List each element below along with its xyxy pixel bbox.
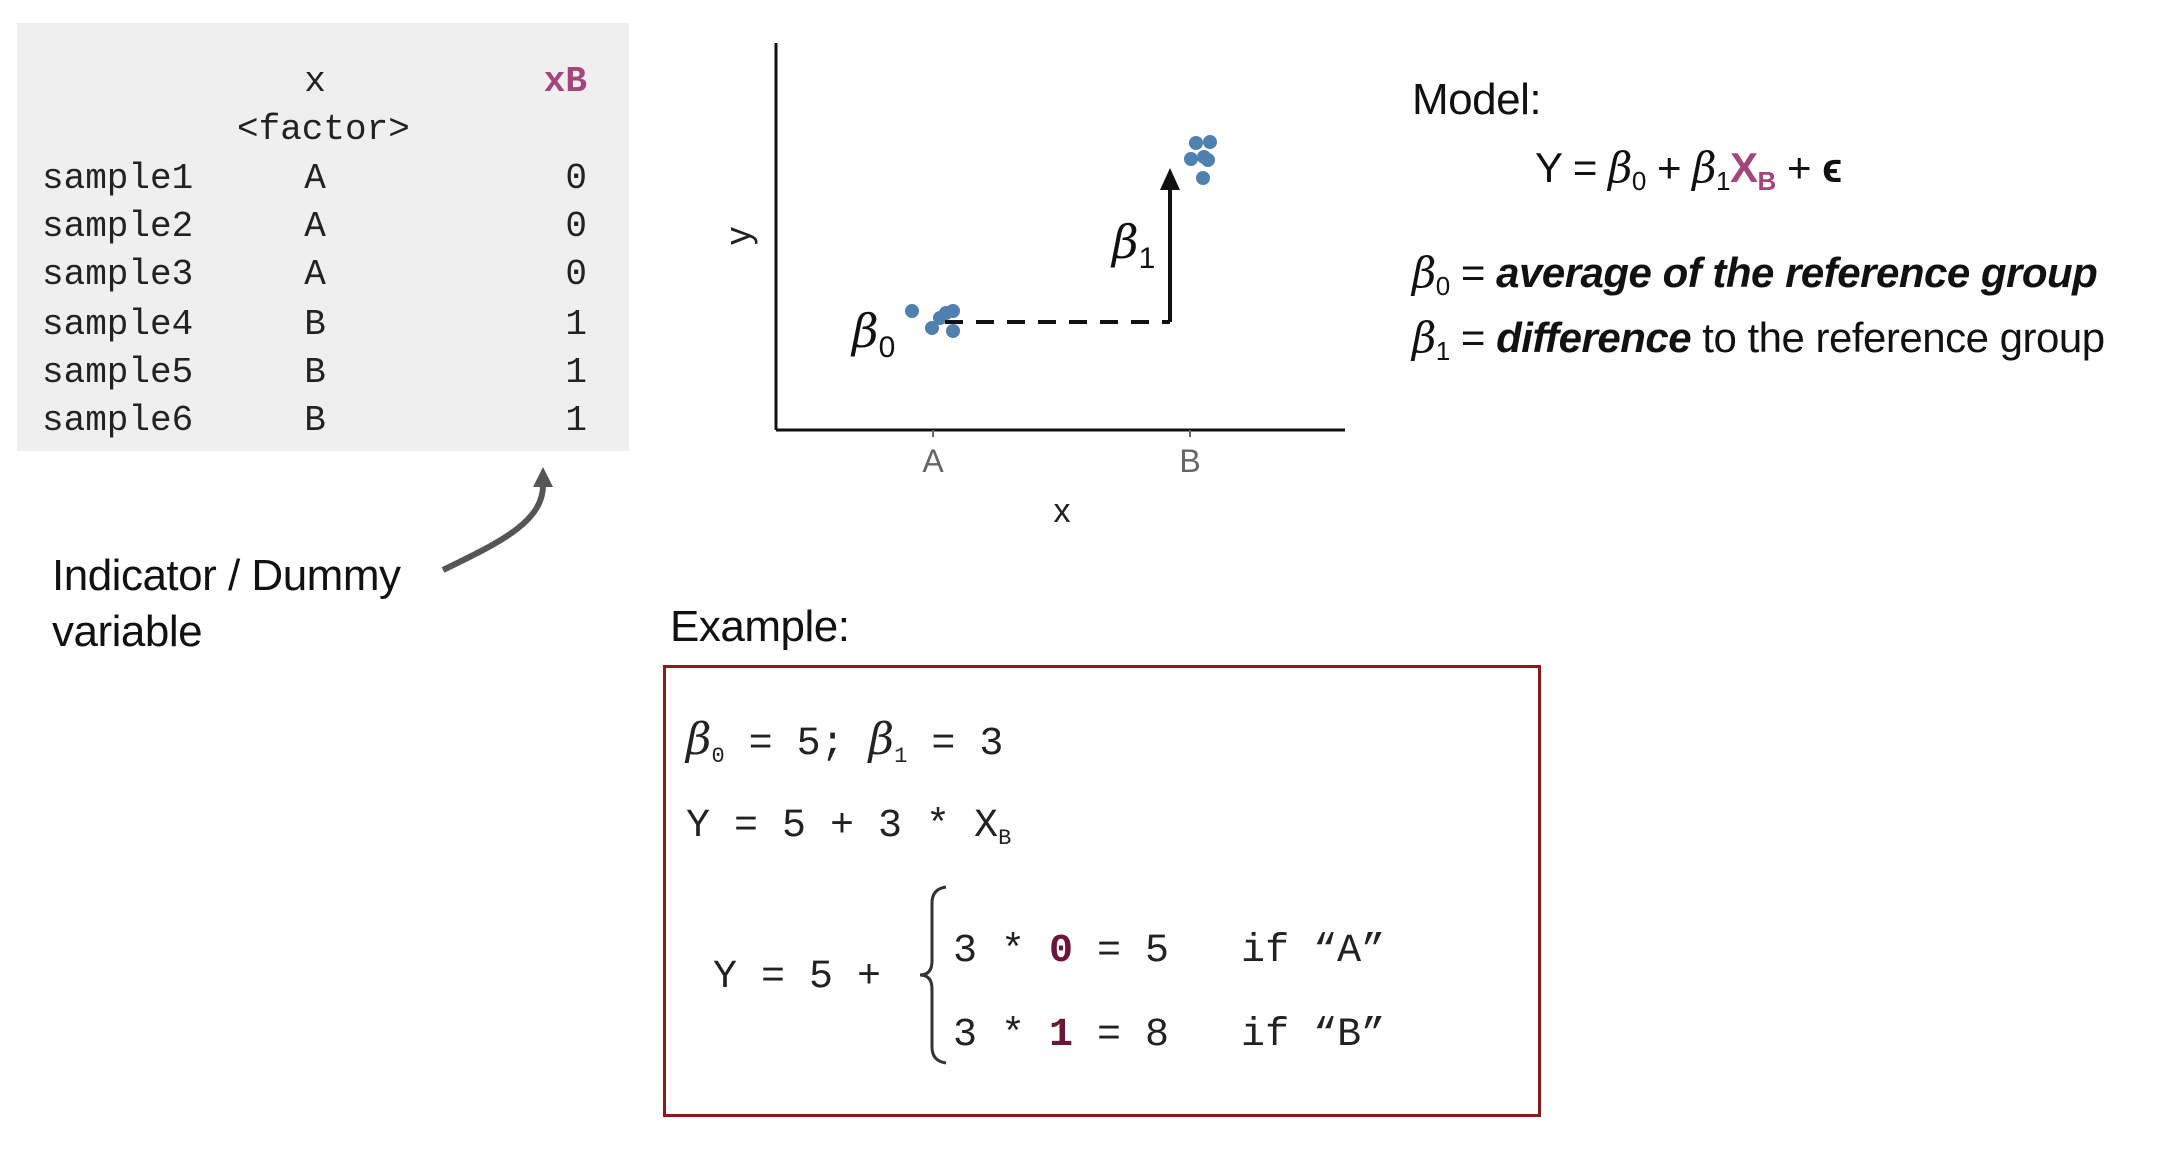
column-type-factor: <factor> — [237, 109, 410, 150]
case-b-value: 1 — [1049, 1013, 1074, 1058]
x-tick-label-b: B — [1179, 443, 1201, 479]
data-point — [905, 304, 919, 318]
def-beta0: β — [1412, 248, 1436, 297]
def-beta1-bold: difference — [1496, 314, 1692, 361]
case-b-pre: 3 * — [953, 1013, 1050, 1058]
column-header-x: x — [304, 61, 326, 102]
beta1-label: $\beta_1$ — [1112, 215, 1156, 275]
def-equals: = — [1460, 314, 1485, 361]
def-beta1-sub: 1 — [1435, 336, 1450, 366]
case-a-value: 0 — [1049, 929, 1074, 974]
row-name: sample6 — [42, 400, 194, 441]
eq-beta1: β — [1692, 143, 1717, 192]
row-xb-value: 1 — [565, 304, 587, 345]
dummy-label-line2: variable — [52, 607, 203, 656]
eq-xb-sub: B — [1757, 166, 1776, 196]
row-x-value: B — [304, 304, 326, 345]
row-name: sample3 — [42, 254, 194, 295]
ex-line1-part-a: = 5; — [724, 722, 869, 767]
scatter-plot — [0, 0, 1400, 560]
case-a-post: = 5 if “A” — [1073, 929, 1386, 974]
beta0-definition — [1412, 248, 2097, 302]
eq-plus: + — [1786, 144, 1811, 191]
eq-epsilon: ϵ — [1822, 144, 1842, 191]
ex-beta1-sub: 1 — [894, 744, 908, 769]
row-x-value: B — [304, 400, 326, 441]
row-xb-value: 1 — [565, 400, 587, 441]
row-name: sample2 — [42, 206, 194, 247]
example-piecewise-left: Y = 5 + — [713, 955, 882, 1000]
eq-y: Y = — [1535, 144, 1597, 191]
data-point — [1184, 152, 1198, 166]
data-point — [1196, 171, 1210, 185]
row-x-value: A — [304, 158, 326, 199]
data-point — [939, 306, 953, 320]
row-xb-value: 1 — [565, 352, 587, 393]
data-point — [1201, 153, 1215, 167]
example-title: Example: — [670, 602, 850, 651]
beta1-definition — [1412, 313, 2105, 367]
def-beta1-rest: to the reference group — [1691, 314, 2105, 361]
case-b-post: = 8 if “B” — [1073, 1013, 1386, 1058]
row-xb-value: 0 — [565, 158, 587, 199]
row-name: sample1 — [42, 158, 194, 199]
case-a-pre: 3 * — [953, 929, 1050, 974]
example-case-a — [953, 929, 1386, 974]
eq-beta0: β — [1608, 143, 1632, 192]
x-axis-label: x — [1053, 492, 1071, 530]
beta0-label: $\beta_0$ — [852, 304, 896, 364]
column-header-xb: xB — [543, 61, 587, 102]
row-xb-value: 0 — [565, 206, 587, 247]
data-point — [946, 324, 960, 338]
data-point — [1189, 136, 1203, 150]
ex-line2-text: Y = 5 + 3 * X — [686, 804, 999, 849]
example-case-b — [953, 1013, 1386, 1058]
curly-brace — [916, 883, 956, 1068]
row-xb-value: 0 — [565, 254, 587, 295]
eq-plus: + — [1657, 144, 1682, 191]
dummy-label-line1: Indicator / Dummy — [52, 551, 401, 600]
ex-line2-sub: B — [998, 826, 1012, 851]
def-beta1: β — [1412, 313, 1436, 362]
example-line1 — [686, 714, 1004, 769]
row-x-value: A — [304, 206, 326, 247]
y-axis-label: y — [717, 227, 758, 245]
eq-beta1-sub: 1 — [1716, 166, 1730, 196]
ex-line1-part-b: = 3 — [907, 722, 1004, 767]
row-x-value: B — [304, 352, 326, 393]
def-equals: = — [1460, 249, 1485, 296]
def-beta0-text: average of the reference group — [1496, 249, 2098, 296]
dummy-variable-label — [52, 548, 400, 660]
row-name: sample5 — [42, 352, 194, 393]
row-name: sample4 — [42, 304, 194, 345]
def-beta0-sub: 0 — [1435, 271, 1450, 301]
eq-xb: X — [1730, 144, 1758, 191]
model-title: Model: — [1412, 75, 1542, 124]
example-box — [663, 665, 1541, 1117]
ex-beta0-sub: 0 — [711, 744, 725, 769]
beta1-arrow-head — [1160, 168, 1180, 190]
x-tick-label-a: A — [922, 443, 944, 479]
ex-beta0: β — [686, 714, 712, 765]
example-line2 — [686, 804, 1012, 851]
model-equation — [1535, 143, 1842, 197]
eq-beta0-sub: 0 — [1631, 166, 1646, 196]
row-x-value: A — [304, 254, 326, 295]
data-point — [1203, 135, 1217, 149]
ex-beta1: β — [868, 714, 895, 765]
